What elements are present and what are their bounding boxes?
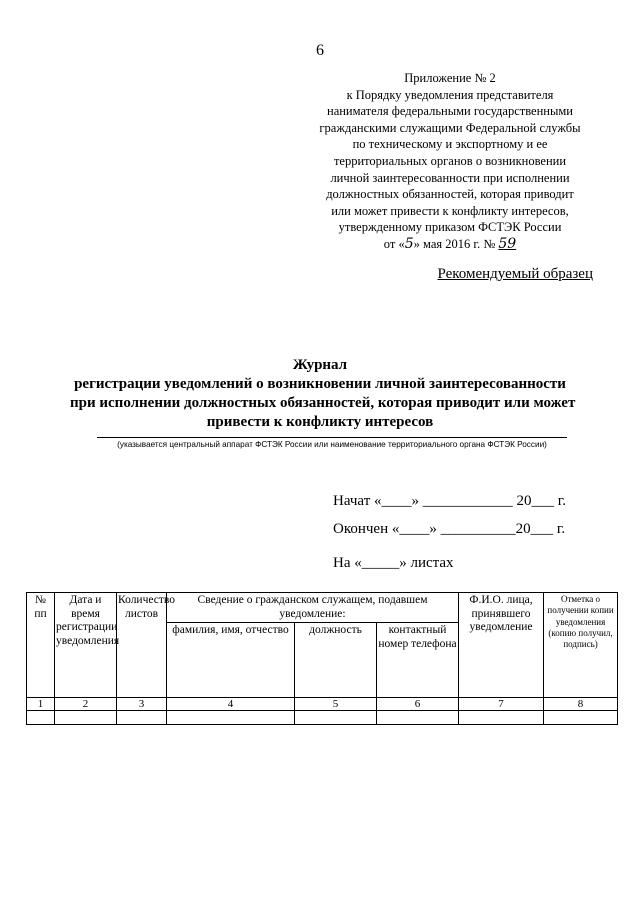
appendix-line: территориальных органов о возникновении (333, 153, 567, 168)
appendix-line: к Порядку уведомления представителя (346, 87, 554, 102)
title-line: Журнал (292, 357, 348, 373)
appendix-line: Приложение № 2 (404, 71, 496, 85)
recommended-sample-label: Рекомендуемый образец (437, 266, 593, 282)
appendix-line: нанимателя федеральными государственными (327, 104, 573, 119)
journal-title (70, 356, 576, 432)
empty-cell (117, 711, 167, 725)
page-number: 6 (316, 42, 324, 59)
column-number: 5 (295, 698, 377, 711)
appendix-line: личной заинтересованности при исполнении (330, 170, 570, 185)
appendix-line: по техническому и экспортному и ее (352, 137, 548, 152)
table-row (27, 698, 618, 711)
column-number: 7 (459, 698, 544, 711)
column-number: 8 (544, 698, 618, 711)
title-line: регистрации уведомлений о возникновении личной заинтересованности (74, 376, 566, 392)
column-number: 6 (377, 698, 459, 711)
organization-hint: (указывается центральный аппарат ФСТЭК России или наименование территориального органа ФСТЭК России) (117, 440, 547, 449)
table-row (27, 711, 618, 725)
empty-cell (377, 711, 459, 725)
header-cell-name: фамилия, имя, отчество (167, 623, 295, 698)
order-date-line (300, 236, 600, 253)
appendix-line: или может привести к конфликту интересов, (331, 203, 569, 218)
order-date-prefix: от « (383, 236, 405, 251)
sheets-count: На «_____» листах (333, 555, 454, 571)
header-cell-phone: контактный номер телефона (377, 623, 459, 698)
empty-cell (27, 711, 55, 725)
appendix-line: гражданскими служащими Федеральной службы (319, 120, 581, 135)
order-date-middle: » мая 2016 г. № (413, 236, 499, 251)
appendix-line: утвержденному приказом ФСТЭК России (338, 220, 562, 235)
title-line: привести к конфликту интересов (206, 414, 434, 430)
column-number: 1 (27, 698, 55, 711)
handwritten-number: 59 (498, 235, 517, 252)
empty-cell (544, 711, 618, 725)
header-cell-sheets: Количество листов (117, 593, 167, 698)
column-number: 3 (117, 698, 167, 711)
table-header-row (27, 593, 618, 623)
organization-fill-line (97, 437, 567, 438)
title-line: при исполнении должностных обязанностей, которая приводит или может (70, 395, 576, 411)
empty-cell (295, 711, 377, 725)
header-cell-copy-mark: Отметка о получении копии уведомления (копию получил, подпись) (544, 593, 618, 698)
column-number: 2 (55, 698, 117, 711)
started-date: Начат «____» ____________ 20___ г. (333, 493, 566, 509)
empty-cell (459, 711, 544, 725)
header-cell-employee-group: Сведение о гражданском служащем, подавшем уведомление: (167, 593, 459, 623)
empty-cell (167, 711, 295, 725)
appendix-line: должностных обязанностей, которая приводит (326, 187, 574, 202)
registration-table (26, 592, 618, 725)
handwritten-day: 5 (404, 235, 414, 252)
finished-date: Окончен «____» __________20___ г. (333, 521, 566, 537)
column-number: 4 (167, 698, 295, 711)
appendix-block (300, 70, 600, 253)
header-cell-date: Дата и время регистрации уведомления (55, 593, 117, 698)
header-cell-receiver: Ф.И.О. лица, принявшего уведомление (459, 593, 544, 698)
empty-cell (55, 711, 117, 725)
header-cell-position: должность (295, 623, 377, 698)
journal-dates (333, 487, 566, 577)
header-cell-number: № пп (27, 593, 55, 698)
